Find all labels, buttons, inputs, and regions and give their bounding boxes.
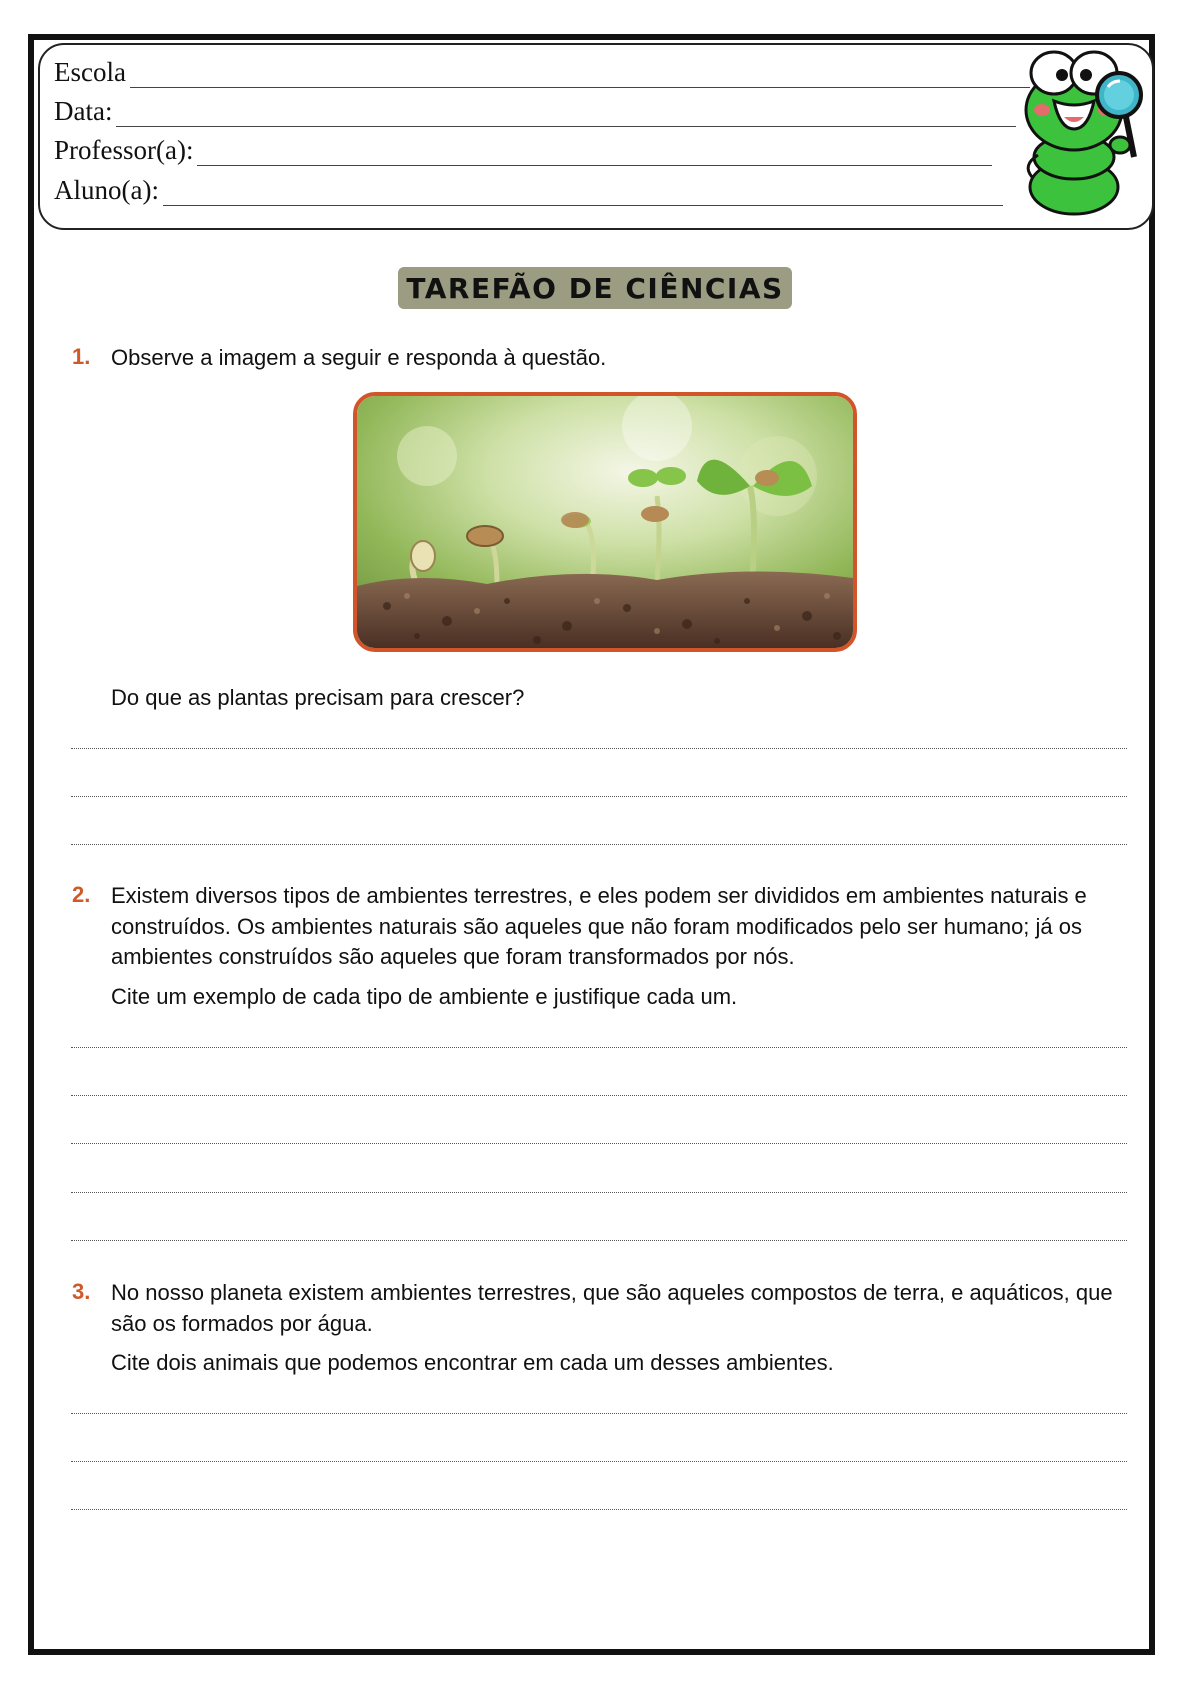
date-line[interactable]: [116, 104, 1016, 127]
question-3-text: No nosso planeta existem ambientes terrestres, que são aqueles compostos de terra, e aquáticos, que são os formados por água.: [111, 1280, 1113, 1336]
question-2-number: 2.: [72, 882, 91, 907]
answer-line[interactable]: [71, 1143, 1127, 1144]
answer-line[interactable]: [71, 748, 1127, 749]
seedling-growth-photo: [353, 392, 857, 652]
date-label: Data:: [54, 96, 113, 126]
page-title: TAREFÃO DE CIÊNCIAS: [398, 267, 791, 309]
header-box: [38, 43, 1154, 230]
answer-line[interactable]: [71, 1413, 1127, 1414]
teacher-label: Professor(a):: [54, 135, 194, 165]
answer-line[interactable]: [71, 1192, 1127, 1193]
answer-line[interactable]: [71, 1461, 1127, 1462]
student-line[interactable]: [163, 183, 1003, 206]
question-1-number: 1.: [72, 344, 91, 369]
answer-line[interactable]: [71, 796, 1127, 797]
answer-line[interactable]: [71, 1240, 1127, 1241]
answer-line[interactable]: [71, 1095, 1127, 1096]
school-label: Escola: [54, 57, 126, 87]
answer-line[interactable]: [71, 1509, 1127, 1510]
question-2-sub: Cite um exemplo de cada tipo de ambiente e justifique cada um.: [111, 984, 738, 1009]
question-1-sub: Do que as plantas precisam para crescer?: [111, 685, 525, 710]
answer-line[interactable]: [71, 844, 1127, 845]
student-label: Aluno(a):: [54, 175, 159, 205]
question-3-sub: Cite dois animais que podemos encontrar em cada um desses ambientes.: [111, 1350, 834, 1375]
caterpillar-mascot-icon: [1002, 45, 1152, 230]
question-3-number: 3.: [72, 1279, 91, 1304]
teacher-field[interactable]: [54, 135, 992, 166]
question-1-text: Observe a imagem a seguir e responda à questão.: [111, 345, 607, 370]
student-field[interactable]: [54, 175, 1003, 206]
seedling-illustration: [357, 396, 853, 648]
school-line[interactable]: [130, 65, 1030, 88]
title-wrap: [0, 267, 1190, 309]
teacher-line[interactable]: [197, 143, 992, 166]
school-field[interactable]: [54, 57, 1030, 88]
date-field[interactable]: [54, 96, 1016, 127]
question-2-text: Existem diversos tipos de ambientes terrestres, e eles podem ser divididos em ambientes naturais e construídos. Os ambientes naturais são aqueles que não foram modificados pelo ser humano; já os ambientes construídos são aqueles que foram transformados por nós.: [111, 883, 1087, 969]
answer-line[interactable]: [71, 1047, 1127, 1048]
